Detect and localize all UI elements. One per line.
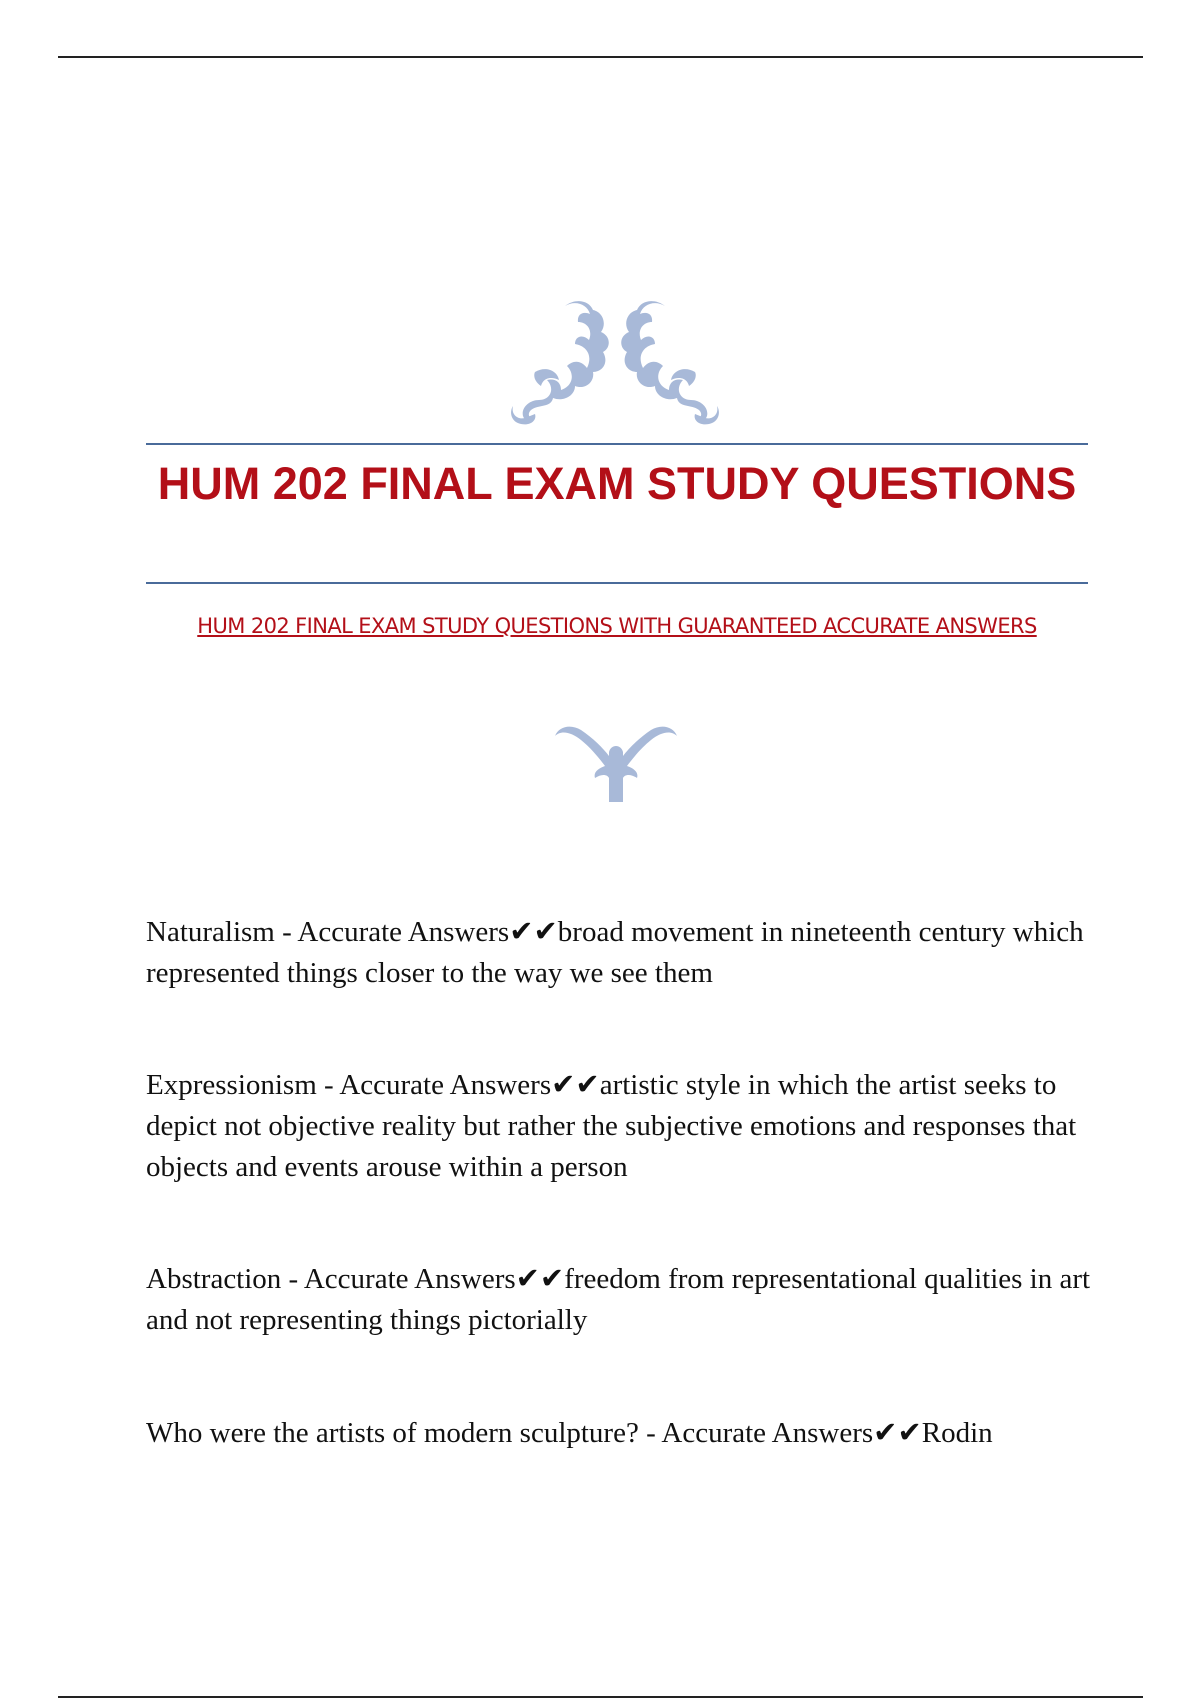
flourish-ornament-icon [495, 296, 735, 426]
document-title: HUM 202 FINAL EXAM STUDY QUESTIONS [157, 458, 1077, 509]
page-top-rule [58, 56, 1143, 58]
qa-item-expressionism: Expressionism - Accurate Answers✔✔artistic style in which the artist seeks to depict not objective reality but rather the subjective emotions and responses that objects and events arouse within a person [146, 1069, 1077, 1183]
title-bottom-rule [146, 582, 1088, 584]
fleuron-ornament-icon [553, 722, 679, 804]
qa-item-modern-sculpture: Who were the artists of modern sculpture? - Accurate Answers✔✔Rodin [146, 1417, 993, 1449]
title-top-rule [146, 443, 1088, 445]
document-subtitle-link[interactable]: HUM 202 FINAL EXAM STUDY QUESTIONS WITH GUARANTEED ACCURATE ANSWERS [197, 614, 1037, 638]
qa-item-naturalism: Naturalism - Accurate Answers✔✔broad movement in nineteenth century which represented things closer to the way we see them [146, 916, 1084, 989]
page-bottom-rule [58, 1696, 1143, 1698]
qa-item-abstraction: Abstraction - Accurate Answers✔✔freedom from representational qualities in art and not representing things pictorially [146, 1263, 1091, 1336]
